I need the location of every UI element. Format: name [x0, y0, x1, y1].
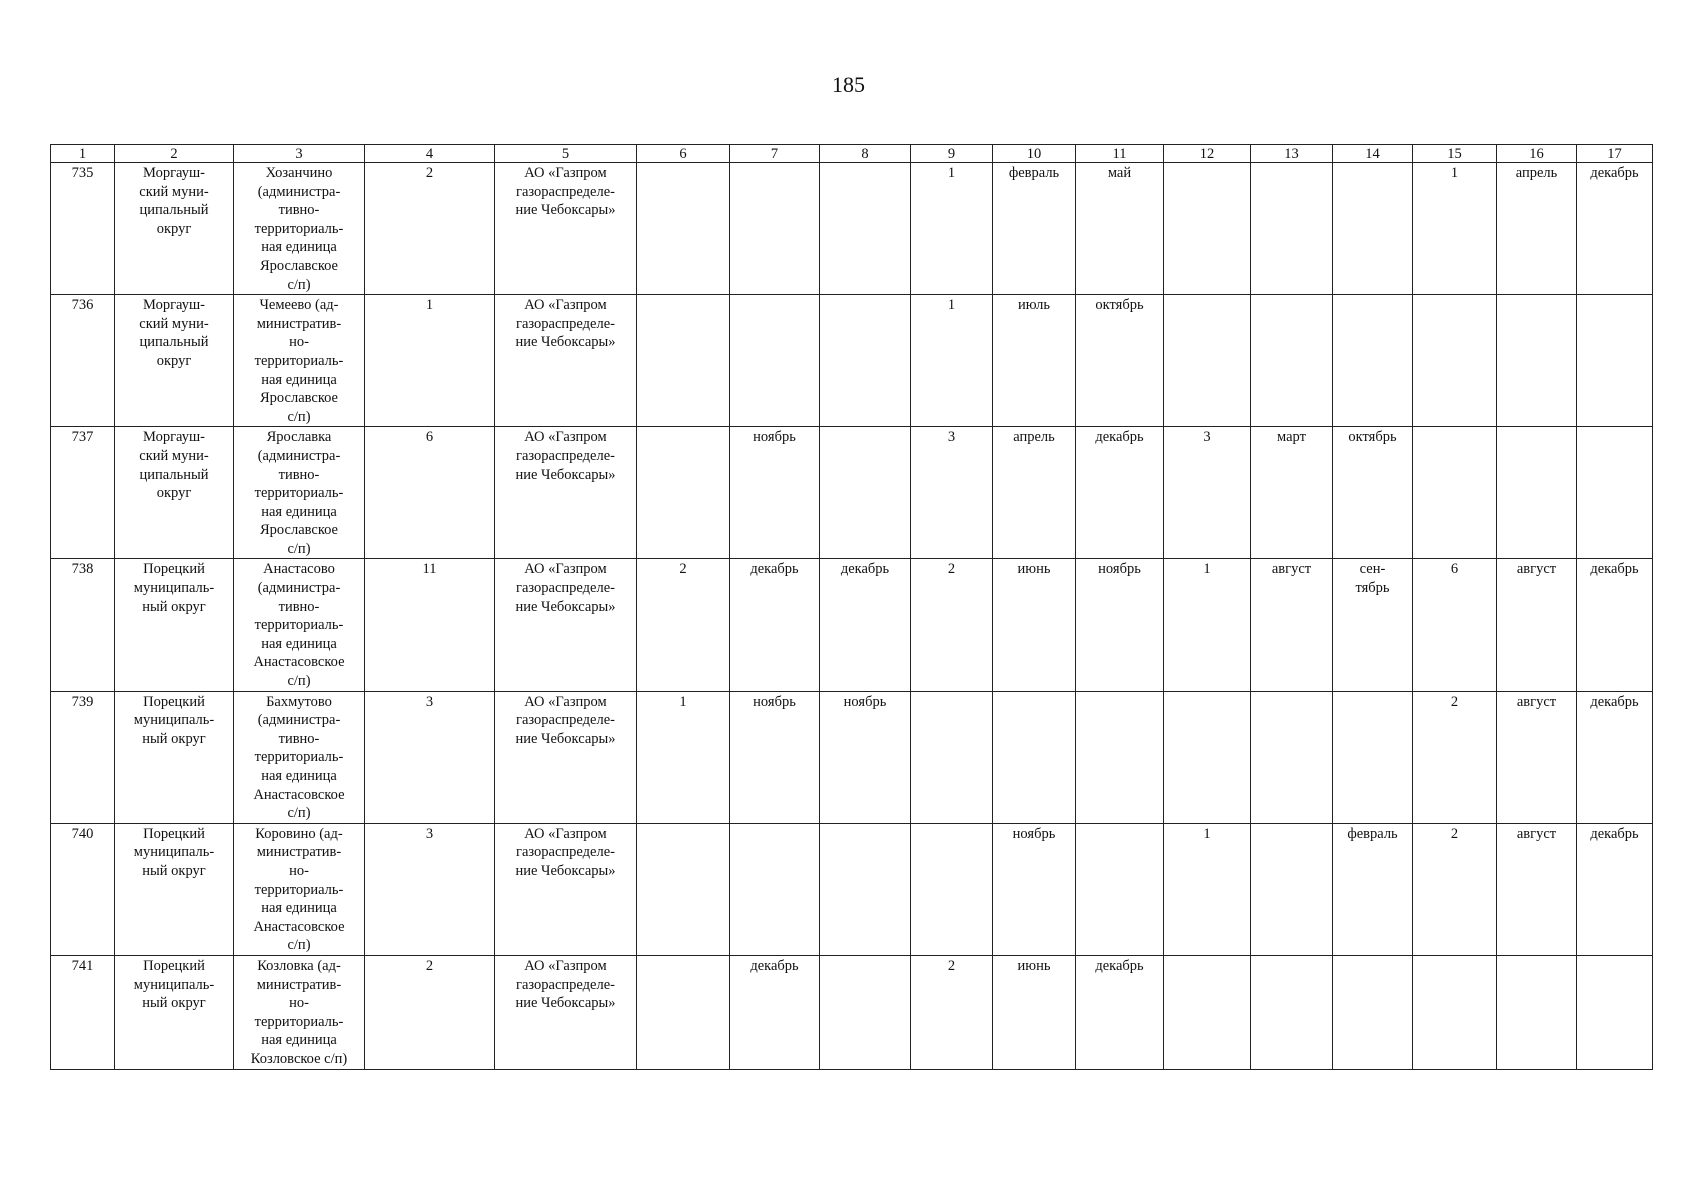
column-header: 8: [820, 145, 911, 163]
cell-text: 11: [422, 561, 437, 578]
table-cell: [365, 295, 495, 427]
cell-text: ноябрь: [753, 693, 796, 710]
table-cell: [911, 295, 993, 427]
cell-text: апрель: [1515, 165, 1558, 181]
table-cell: [1497, 163, 1577, 295]
cell-text: декабрь: [1590, 693, 1639, 710]
table-cell: [1076, 823, 1164, 955]
cell-text: декабрь: [1590, 561, 1639, 578]
cell-text: Козловка (ад- министратив- но- территориаль- ная единица Козловское с/п): [250, 957, 348, 1067]
table-cell: [234, 427, 365, 559]
table-cell: [115, 559, 234, 691]
cell-text: декабрь: [1590, 165, 1639, 181]
table-cell: [115, 163, 234, 295]
cell-text: АО «Газпром газораспределе- ние Чебоксары»: [515, 165, 616, 219]
cell-text: 3: [1203, 429, 1211, 446]
table-row: [51, 559, 1653, 691]
cell-text: 1: [947, 297, 956, 314]
table-row: [51, 823, 1653, 955]
table-cell: [115, 295, 234, 427]
table-cell: [730, 823, 820, 955]
table-cell: [1076, 295, 1164, 427]
column-header: 4: [365, 145, 495, 163]
column-header: 7: [730, 145, 820, 163]
table-cell: [1076, 691, 1164, 823]
column-header: 2: [115, 145, 234, 163]
cell-text: октябрь: [1348, 429, 1397, 446]
table-cell: [1413, 427, 1497, 559]
table-cell: [637, 559, 730, 691]
cell-text: 1: [679, 693, 687, 710]
table-cell: [365, 427, 495, 559]
table-cell: [51, 559, 115, 691]
column-header: 14: [1333, 145, 1413, 163]
cell-text: 2: [679, 561, 687, 578]
table-cell: [1251, 955, 1333, 1069]
table-cell: [820, 691, 911, 823]
table-cell: [820, 955, 911, 1069]
table-cell: [911, 823, 993, 955]
cell-text: 3: [425, 825, 434, 842]
cell-text: Моргауш- ский муни- ципальный округ: [139, 165, 209, 237]
table-cell: [1577, 427, 1653, 559]
table-cell: [820, 163, 911, 295]
table-cell: [365, 691, 495, 823]
cell-text: 2: [947, 957, 956, 974]
table-cell: [1164, 955, 1251, 1069]
table-cell: [1577, 691, 1653, 823]
table-cell: [637, 823, 730, 955]
cell-text: АО «Газпром газораспределе- ние Чебоксары»: [515, 693, 616, 747]
table-cell: [51, 295, 115, 427]
column-header: 1: [51, 145, 115, 163]
table-cell: [1333, 691, 1413, 823]
table-cell: [1164, 559, 1251, 691]
table-cell: [1333, 295, 1413, 427]
cell-text: АО «Газпром газораспределе- ние Чебоксары»: [515, 429, 616, 483]
column-header: 6: [637, 145, 730, 163]
cell-text: Моргауш- ский муни- ципальный округ: [139, 429, 209, 502]
cell-text: август: [1516, 561, 1557, 578]
column-header: 9: [911, 145, 993, 163]
table-cell: [911, 163, 993, 295]
cell-text: декабрь: [750, 561, 799, 578]
cell-text: ноябрь: [1098, 561, 1141, 578]
cell-text: 1: [1450, 165, 1459, 181]
table-cell: [495, 163, 637, 295]
cell-text: 739: [71, 693, 94, 710]
gasification-schedule-table: [50, 144, 1653, 1070]
table-cell: [1251, 691, 1333, 823]
table-cell: [1577, 559, 1653, 691]
table-cell: [1251, 295, 1333, 427]
cell-text: 2: [1450, 693, 1459, 710]
cell-text: 6: [1450, 561, 1459, 578]
table-cell: [1076, 559, 1164, 691]
cell-text: сен- тябрь: [1355, 561, 1390, 597]
cell-text: 1: [425, 297, 434, 314]
cell-text: июль: [1017, 297, 1051, 314]
table-cell: [234, 691, 365, 823]
table-cell: [993, 295, 1076, 427]
cell-text: 736: [71, 297, 94, 314]
column-header: 10: [993, 145, 1076, 163]
table-cell: [1577, 955, 1653, 1069]
cell-text: май: [1107, 165, 1132, 181]
table-cell: [51, 427, 115, 559]
table-row: [51, 427, 1653, 559]
table-cell: [820, 823, 911, 955]
table-cell: [1497, 691, 1577, 823]
cell-text: декабрь: [840, 561, 890, 578]
cell-text: декабрь: [1590, 825, 1639, 842]
table-cell: [234, 955, 365, 1069]
cell-text: Порецкий муниципаль- ный округ: [133, 957, 215, 1012]
table-cell: [993, 427, 1076, 559]
table-cell: [1076, 163, 1164, 295]
table-cell: [495, 559, 637, 691]
table-cell: [1333, 823, 1413, 955]
table-cell: [993, 955, 1076, 1069]
table-cell: [365, 823, 495, 955]
column-header: 11: [1076, 145, 1164, 163]
table-cell: [1577, 163, 1653, 295]
table-cell: [1577, 295, 1653, 427]
table-cell: [51, 691, 115, 823]
cell-text: ноябрь: [843, 693, 887, 710]
table-cell: [1164, 691, 1251, 823]
cell-text: 741: [71, 957, 94, 974]
cell-text: 6: [425, 429, 434, 446]
cell-text: февраль: [1008, 165, 1060, 181]
table-cell: [1251, 163, 1333, 295]
cell-text: Бахмутово (администра- тивно- территориаль- ная единица Анастасовское с/п): [253, 693, 345, 822]
table-cell: [1333, 559, 1413, 691]
table-cell: [1577, 823, 1653, 955]
table-row: [51, 955, 1653, 1069]
cell-text: февраль: [1347, 825, 1398, 842]
column-header: 3: [234, 145, 365, 163]
table-body: [51, 163, 1653, 1070]
table-cell: [911, 691, 993, 823]
cell-text: апрель: [1013, 429, 1055, 446]
cell-text: 2: [1450, 825, 1459, 842]
table-cell: [51, 163, 115, 295]
cell-text: Порецкий муниципаль- ный округ: [133, 693, 215, 747]
table-cell: [730, 691, 820, 823]
table-cell: [1497, 427, 1577, 559]
cell-text: август: [1271, 561, 1312, 578]
table-cell: [495, 427, 637, 559]
table-cell: [234, 163, 365, 295]
column-header: 17: [1577, 145, 1653, 163]
cell-text: Порецкий муниципаль- ный округ: [133, 825, 215, 879]
table-cell: [495, 691, 637, 823]
cell-text: 2: [425, 957, 434, 974]
cell-text: Коровино (ад- министратив- но- территориаль- ная единица Анастасовское с/п): [253, 825, 345, 954]
table-cell: [1251, 427, 1333, 559]
table-cell: [495, 823, 637, 955]
table-cell: [911, 955, 993, 1069]
cell-text: июнь: [1017, 561, 1051, 578]
cell-text: Анастасово (администра- тивно- территориаль- ная единица Анастасовское с/п): [253, 561, 345, 690]
cell-text: 3: [425, 693, 434, 710]
table-cell: [993, 691, 1076, 823]
cell-text: 740: [71, 825, 94, 842]
cell-text: август: [1516, 693, 1557, 710]
table-cell: [1164, 295, 1251, 427]
cell-text: АО «Газпром газораспределе- ние Чебоксары»: [515, 825, 616, 879]
column-header: 15: [1413, 145, 1497, 163]
cell-text: июнь: [1017, 957, 1051, 974]
column-header: 12: [1164, 145, 1251, 163]
cell-text: 1: [1203, 825, 1211, 842]
table-cell: [1497, 295, 1577, 427]
table-cell: [1076, 427, 1164, 559]
table-cell: [1164, 163, 1251, 295]
cell-text: 737: [71, 429, 94, 446]
column-number-row: [51, 145, 1653, 163]
table-cell: [1333, 427, 1413, 559]
cell-text: 2: [425, 165, 434, 181]
table-cell: [993, 559, 1076, 691]
cell-text: март: [1277, 429, 1306, 446]
table-cell: [730, 559, 820, 691]
cell-text: Чемеево (ад- министратив- но- территориаль- ная единица Ярославское с/п): [254, 297, 344, 425]
table-cell: [637, 691, 730, 823]
cell-text: АО «Газпром газораспределе- ние Чебоксары»: [515, 561, 616, 615]
table-cell: [730, 427, 820, 559]
column-header: 5: [495, 145, 637, 163]
table-cell: [993, 163, 1076, 295]
table-cell: [911, 559, 993, 691]
table-cell: [820, 295, 911, 427]
table-cell: [820, 427, 911, 559]
table-cell: [495, 295, 637, 427]
cell-text: Порецкий муниципаль- ный округ: [133, 561, 215, 615]
table-cell: [1413, 295, 1497, 427]
cell-text: 738: [71, 561, 94, 578]
table-cell: [1251, 559, 1333, 691]
table-cell: [1333, 955, 1413, 1069]
table-cell: [1413, 559, 1497, 691]
table-cell: [1413, 955, 1497, 1069]
column-header: 16: [1497, 145, 1577, 163]
table-cell: [115, 955, 234, 1069]
cell-text: 3: [947, 429, 956, 446]
table-cell: [1497, 559, 1577, 691]
cell-text: Хозанчино (администра- тивно- территориаль- ная единица Ярославское с/п): [254, 165, 344, 293]
cell-text: август: [1516, 825, 1557, 842]
cell-text: Моргауш- ский муни- ципальный округ: [139, 297, 209, 369]
table-cell: [365, 559, 495, 691]
table-row: [51, 691, 1653, 823]
table-cell: [1076, 955, 1164, 1069]
table-cell: [234, 823, 365, 955]
cell-text: 1: [1203, 561, 1211, 578]
table-cell: [1333, 163, 1413, 295]
cell-text: декабрь: [1095, 429, 1144, 446]
table-cell: [637, 955, 730, 1069]
table-cell: [1497, 823, 1577, 955]
table-cell: [234, 559, 365, 691]
table-cell: [993, 823, 1076, 955]
table-cell: [730, 163, 820, 295]
table-cell: [51, 955, 115, 1069]
cell-text: ноябрь: [753, 429, 796, 446]
table-cell: [637, 295, 730, 427]
column-header: 13: [1251, 145, 1333, 163]
table-cell: [51, 823, 115, 955]
table-cell: [730, 295, 820, 427]
table-cell: [365, 955, 495, 1069]
table-cell: [637, 163, 730, 295]
table-cell: [637, 427, 730, 559]
table-cell: [1251, 823, 1333, 955]
table-cell: [1164, 427, 1251, 559]
cell-text: декабрь: [1095, 957, 1144, 974]
table-cell: [1413, 823, 1497, 955]
table-cell: [115, 691, 234, 823]
cell-text: декабрь: [750, 957, 799, 974]
cell-text: Ярославка (администра- тивно- территориаль- ная единица Ярославское с/п): [254, 429, 344, 557]
table-cell: [115, 427, 234, 559]
table-cell: [1413, 163, 1497, 295]
cell-text: 735: [71, 165, 94, 181]
table-row: [51, 295, 1653, 427]
table-row: [51, 163, 1653, 295]
cell-text: октябрь: [1095, 297, 1144, 314]
table-cell: [1164, 823, 1251, 955]
table-cell: [820, 559, 911, 691]
table-cell: [1413, 691, 1497, 823]
table-cell: [115, 823, 234, 955]
cell-text: АО «Газпром газораспределе- ние Чебоксары»: [515, 297, 616, 351]
table-cell: [730, 955, 820, 1069]
cell-text: 1: [947, 165, 956, 181]
table-cell: [911, 427, 993, 559]
table-cell: [365, 163, 495, 295]
table-cell: [495, 955, 637, 1069]
page-number: 185: [832, 72, 865, 97]
cell-text: АО «Газпром газораспределе- ние Чебоксары»: [515, 957, 616, 1012]
table-cell: [234, 295, 365, 427]
cell-text: 2: [947, 561, 956, 578]
cell-text: ноябрь: [1012, 825, 1056, 842]
table-cell: [1497, 955, 1577, 1069]
